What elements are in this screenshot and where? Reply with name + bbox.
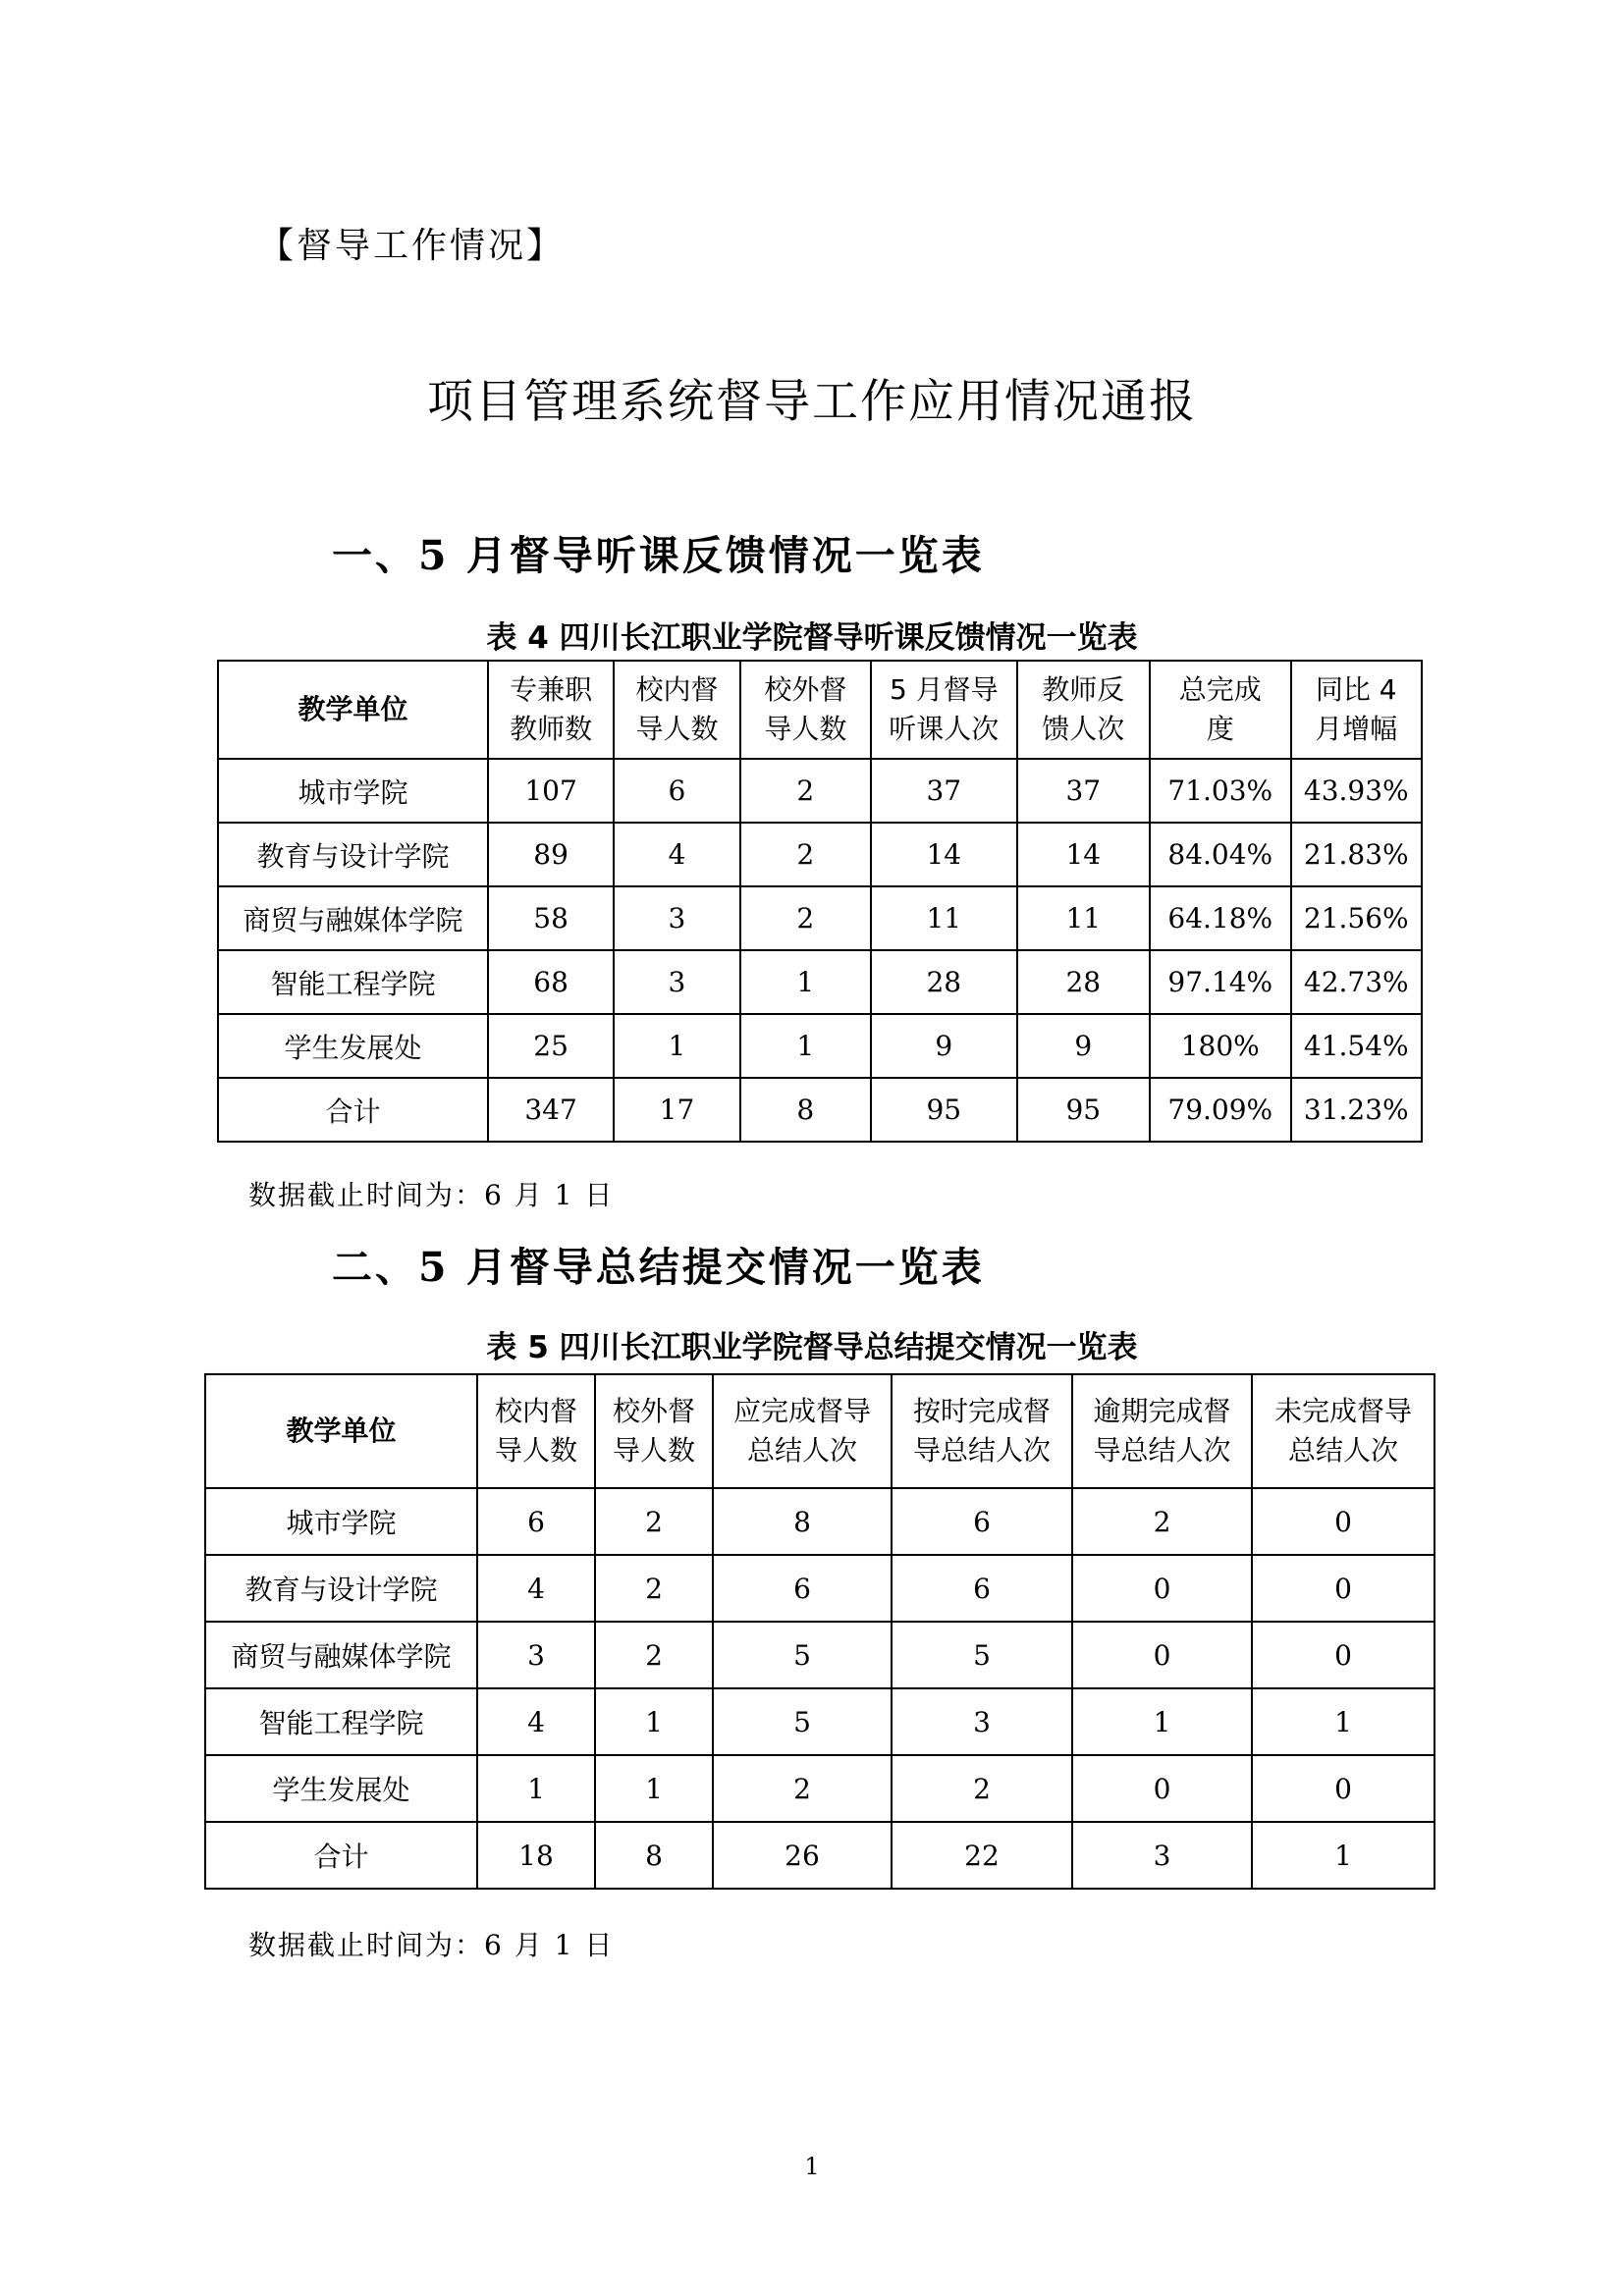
table4-value-cell: 8: [740, 1078, 871, 1142]
table4-row: [218, 823, 1422, 886]
table4-value-cell: 28: [871, 950, 1017, 1014]
table4-row: [218, 1014, 1422, 1078]
table5-value-cell: 1: [1252, 1822, 1435, 1889]
table4-value-cell: 1: [740, 950, 871, 1014]
table5-value-cell: 2: [892, 1755, 1072, 1822]
table4-value-cell: 71.03%: [1150, 759, 1291, 823]
table5-value-cell: 6: [713, 1555, 892, 1622]
table4-value-cell: 64.18%: [1150, 886, 1291, 950]
table4-value-cell: 11: [871, 886, 1017, 950]
table4-unit-cell: 商贸与融媒体学院: [218, 886, 488, 950]
table5-value-cell: 5: [713, 1688, 892, 1755]
section-tag: 【督导工作情况】: [258, 226, 566, 266]
table4-value-cell: 58: [488, 886, 614, 950]
table5-header-cell: 教学单位: [205, 1374, 477, 1488]
table5-unit-cell: 城市学院: [205, 1488, 477, 1555]
table5-unit-cell: 合计: [205, 1822, 477, 1889]
table5-value-cell: 0: [1072, 1755, 1252, 1822]
table4-value-cell: 37: [1017, 759, 1150, 823]
table4-value-cell: 28: [1017, 950, 1150, 1014]
table4-value-cell: 9: [871, 1014, 1017, 1078]
table4-unit-cell: 智能工程学院: [218, 950, 488, 1014]
table5-value-cell: 1: [595, 1755, 713, 1822]
table5-unit-cell: 学生发展处: [205, 1755, 477, 1822]
table4-value-cell: 347: [488, 1078, 614, 1142]
table5-unit-cell: 智能工程学院: [205, 1688, 477, 1755]
table4-value-cell: 21.56%: [1291, 886, 1422, 950]
table4-value-cell: 21.83%: [1291, 823, 1422, 886]
table4-value-cell: 42.73%: [1291, 950, 1422, 1014]
table5-value-cell: 6: [892, 1488, 1072, 1555]
table4-row: [218, 886, 1422, 950]
table4-header-cell: 教师反 馈人次: [1017, 661, 1150, 759]
table4-value-cell: 1: [614, 1014, 739, 1078]
table5-value-cell: 2: [595, 1488, 713, 1555]
table5-value-cell: 2: [595, 1622, 713, 1688]
table5-caption: 表 5 四川长江职业学院督导总结提交情况一览表: [486, 1330, 1138, 1365]
table5-value-cell: 0: [1252, 1555, 1435, 1622]
table5-header-row: [205, 1374, 1435, 1488]
table5-row: [205, 1622, 1435, 1688]
table5-body: [205, 1488, 1435, 1889]
table4-value-cell: 180%: [1150, 1014, 1291, 1078]
table4-body: [218, 759, 1422, 1142]
table4-value-cell: 31.23%: [1291, 1078, 1422, 1142]
table4-value-cell: 3: [614, 950, 739, 1014]
table5-value-cell: 0: [1072, 1555, 1252, 1622]
table4-value-cell: 68: [488, 950, 614, 1014]
table4-lecture-feedback: [217, 660, 1423, 1143]
table4-value-cell: 1: [740, 1014, 871, 1078]
table4-value-cell: 79.09%: [1150, 1078, 1291, 1142]
table4-value-cell: 9: [1017, 1014, 1150, 1078]
table4-caption: 表 4 四川长江职业学院督导听课反馈情况一览表: [486, 620, 1138, 656]
table5-value-cell: 6: [892, 1555, 1072, 1622]
table4-header-cell: 5 月督导 听课人次: [871, 661, 1017, 759]
table4-value-cell: 43.93%: [1291, 759, 1422, 823]
table4-value-cell: 84.04%: [1150, 823, 1291, 886]
table5-row: [205, 1555, 1435, 1622]
table5-value-cell: 1: [1072, 1688, 1252, 1755]
table5-row: [205, 1822, 1435, 1889]
table5-header-cell: 未完成督导 总结人次: [1252, 1374, 1435, 1488]
table4-value-cell: 11: [1017, 886, 1150, 950]
table4-header-row: [218, 661, 1422, 759]
table5-value-cell: 8: [595, 1822, 713, 1889]
table5-header-cell: 校外督 导人数: [595, 1374, 713, 1488]
table5-row: [205, 1755, 1435, 1822]
table5-value-cell: 2: [713, 1755, 892, 1822]
table4-value-cell: 107: [488, 759, 614, 823]
table4-value-cell: 6: [614, 759, 739, 823]
table5-value-cell: 8: [713, 1488, 892, 1555]
table5-summary-submission: [204, 1373, 1435, 1890]
table4-row: [218, 950, 1422, 1014]
table5-value-cell: 4: [477, 1688, 595, 1755]
table5-unit-cell: 教育与设计学院: [205, 1555, 477, 1622]
table4-value-cell: 97.14%: [1150, 950, 1291, 1014]
table4-value-cell: 3: [614, 886, 739, 950]
table5-row: [205, 1488, 1435, 1555]
table4-value-cell: 25: [488, 1014, 614, 1078]
table5-cutoff-note: 数据截止时间为：6 月 1 日: [248, 1929, 615, 1961]
table5-value-cell: 26: [713, 1822, 892, 1889]
table4-value-cell: 89: [488, 823, 614, 886]
table5-value-cell: 5: [713, 1622, 892, 1688]
table4-value-cell: 14: [871, 823, 1017, 886]
document-title: 项目管理系统督导工作应用情况通报: [427, 375, 1197, 429]
table4-header-cell: 专兼职 教师数: [488, 661, 614, 759]
table4-cutoff-note: 数据截止时间为：6 月 1 日: [248, 1179, 615, 1211]
table5-header-cell: 应完成督导 总结人次: [713, 1374, 892, 1488]
table5-value-cell: 0: [1252, 1755, 1435, 1822]
section2-heading: 二、5 月督导总结提交情况一览表: [332, 1244, 985, 1291]
table5-value-cell: 1: [477, 1755, 595, 1822]
table5-value-cell: 5: [892, 1622, 1072, 1688]
table5-value-cell: 0: [1252, 1488, 1435, 1555]
table5-value-cell: 2: [1072, 1488, 1252, 1555]
table4-value-cell: 4: [614, 823, 739, 886]
table4-header-cell: 同比 4 月增幅: [1291, 661, 1422, 759]
table5-value-cell: 18: [477, 1822, 595, 1889]
table5-value-cell: 4: [477, 1555, 595, 1622]
table4-unit-cell: 城市学院: [218, 759, 488, 823]
table5-value-cell: 0: [1072, 1622, 1252, 1688]
table4-value-cell: 14: [1017, 823, 1150, 886]
table4-value-cell: 2: [740, 759, 871, 823]
table4-value-cell: 37: [871, 759, 1017, 823]
table5-value-cell: 1: [595, 1688, 713, 1755]
table4-header-cell: 校外督 导人数: [740, 661, 871, 759]
table4-value-cell: 95: [871, 1078, 1017, 1142]
table5-header-cell: 按时完成督 导总结人次: [892, 1374, 1072, 1488]
table5-value-cell: 1: [1252, 1688, 1435, 1755]
table5-value-cell: 3: [892, 1688, 1072, 1755]
table4-header-cell: 教学单位: [218, 661, 488, 759]
table4-row: [218, 1078, 1422, 1142]
table4-row: [218, 759, 1422, 823]
table4-unit-cell: 学生发展处: [218, 1014, 488, 1078]
table4-value-cell: 17: [614, 1078, 739, 1142]
table4-unit-cell: 合计: [218, 1078, 488, 1142]
table4-unit-cell: 教育与设计学院: [218, 823, 488, 886]
table5-value-cell: 0: [1252, 1622, 1435, 1688]
table5-value-cell: 3: [1072, 1822, 1252, 1889]
table4-header-cell: 校内督 导人数: [614, 661, 739, 759]
table4-value-cell: 41.54%: [1291, 1014, 1422, 1078]
section1-heading: 一、5 月督导听课反馈情况一览表: [332, 532, 985, 579]
table5-header-cell: 校内督 导人数: [477, 1374, 595, 1488]
table4-value-cell: 2: [740, 886, 871, 950]
table5-value-cell: 2: [595, 1555, 713, 1622]
table5-unit-cell: 商贸与融媒体学院: [205, 1622, 477, 1688]
table5-value-cell: 6: [477, 1488, 595, 1555]
page-number: 1: [804, 2153, 820, 2180]
table5-header-cell: 逾期完成督 导总结人次: [1072, 1374, 1252, 1488]
table4-header-cell: 总完成 度: [1150, 661, 1291, 759]
table5-value-cell: 3: [477, 1622, 595, 1688]
table5-row: [205, 1688, 1435, 1755]
table4-value-cell: 95: [1017, 1078, 1150, 1142]
table4-value-cell: 2: [740, 823, 871, 886]
table5-value-cell: 22: [892, 1822, 1072, 1889]
